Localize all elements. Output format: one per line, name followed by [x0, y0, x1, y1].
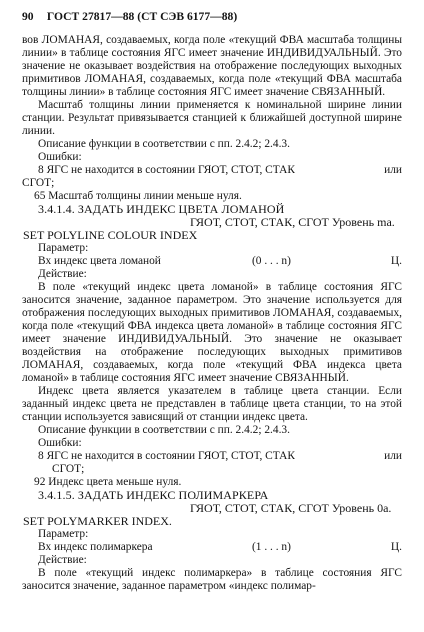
- parameter-row: [22, 255, 402, 268]
- errors-label: Ошибки:: [38, 437, 82, 449]
- function-description-ref: Описание функции в соответствии с пп. 2.4.2; 2.4.3.: [38, 138, 290, 150]
- parameter-type: Ц.: [390, 255, 402, 267]
- function-name: SET POLYLINE COLOUR INDEX: [23, 228, 198, 242]
- parameter-name: Вх индекс полимаркера: [38, 541, 153, 553]
- error-code: 8: [38, 450, 44, 462]
- error-code: 92: [34, 476, 46, 488]
- error-code: 8: [38, 164, 44, 176]
- paragraph-action: В поле «текущий индекс полимаркера» в таблице состояния ЯГС заносится значение, заданное параметром «индекс полимар-: [22, 567, 402, 592]
- action-label: Действие:: [38, 554, 87, 566]
- error-text: Масштаб толщины линии меньше нуля.: [48, 190, 242, 202]
- paragraph-line-width-scale: Масштаб толщины линии применяется к номинальной ширине линии станции. Результат привязывается станцией к ближайшей доступной ширине линии.: [22, 99, 402, 137]
- error-text: Индекс цвета меньше нуля.: [48, 476, 182, 488]
- section-states: ГЯОТ, СТОТ, СТАК, СГОТ Уровень ma.: [190, 215, 395, 229]
- section-title: 3.4.1.4. ЗАДАТЬ ИНДЕКС ЦВЕТА ЛОМАНОЙ: [38, 202, 285, 216]
- parameter-type: Ц.: [390, 541, 402, 553]
- page-number: 90: [22, 10, 34, 23]
- paragraph-action: В поле «текущий индекс цвета ломаной» в таблице состояния ЯГС заносится значение, заданное параметром. Это значение используется для отображения последующих выходных примитивов ЛОМАНАЯ, создаваемых, когда поле «текущий ФВА индекса цвета ломаной» в таблице состояния ЯГС имеет значение ИНДИВИДУАЛЬНЫЙ. Это значение не оказывает воздействия на отображение последующих выходных примитивов ЛОМАНАЯ, создаваемых, когда поле «текущий ФВА индекса цвета ломаной» в таблице состояния ЯГС имеет значение СВЯЗАННЫЙ.: [22, 281, 402, 384]
- parameter-row: [22, 541, 402, 554]
- function-name: SET POLYMARKER INDEX.: [23, 514, 172, 528]
- function-description-ref: Описание функции в соответствии с пп. 2.4.2; 2.4.3.: [38, 424, 290, 436]
- parameter-label: Параметр:: [38, 242, 89, 254]
- page-header: [22, 10, 402, 23]
- paragraph-continued: вов ЛОМАНАЯ, создаваемых, когда поле «текущий ФВА масштаба толщины линии» в таблице состояния ЯГС имеет значение ИНДИВИДУАЛЬНЫЙ. Это значение не оказывает воздействия на отображение последующих выходных примитивов ЛОМАНАЯ, создаваемых, когда поле «текущий ФВА масштаба толщины линии» в таблице состояния ЯГС имеет значение СВЯЗАННЫЙ.: [22, 34, 402, 98]
- parameter-label: Параметр:: [38, 528, 89, 540]
- error-code: 65: [34, 190, 46, 202]
- standard-designation: ГОСТ 27817—88 (СТ СЭВ 6177—88): [46, 10, 238, 23]
- errors-label: Ошибки:: [38, 151, 82, 163]
- parameter-name: Вх индекс цвета ломаной: [38, 255, 161, 267]
- error-or: или: [384, 164, 402, 176]
- parameter-range: (0 . . . n): [252, 255, 291, 267]
- error-text: ЯГС не находится в состоянии ГЯОТ, СТОТ, СТАК: [46, 450, 295, 462]
- error-item: [22, 450, 402, 463]
- error-continuation: СГОТ;: [22, 177, 55, 189]
- error-continuation: СГОТ;: [52, 463, 85, 475]
- error-text: ЯГС не находится в состоянии ГЯОТ, СТОТ, СТАК: [46, 164, 295, 176]
- parameter-range: (1 . . . n): [252, 541, 291, 553]
- action-label: Действие:: [38, 268, 87, 280]
- error-item: [22, 164, 402, 177]
- section-states: ГЯОТ, СТОТ, СТАК, СГОТ Уровень 0а.: [190, 501, 392, 515]
- section-title: 3.4.1.5. ЗАДАТЬ ИНДЕКС ПОЛИМАРКЕРА: [38, 488, 269, 502]
- error-or: или: [384, 450, 402, 462]
- paragraph-color-index: Индекс цвета является указателем в таблице цвета станции. Если заданный индекс цвета не представлен в таблице цвета станции, то на этой станции используется зависящий от станции индекс цвета.: [22, 385, 402, 423]
